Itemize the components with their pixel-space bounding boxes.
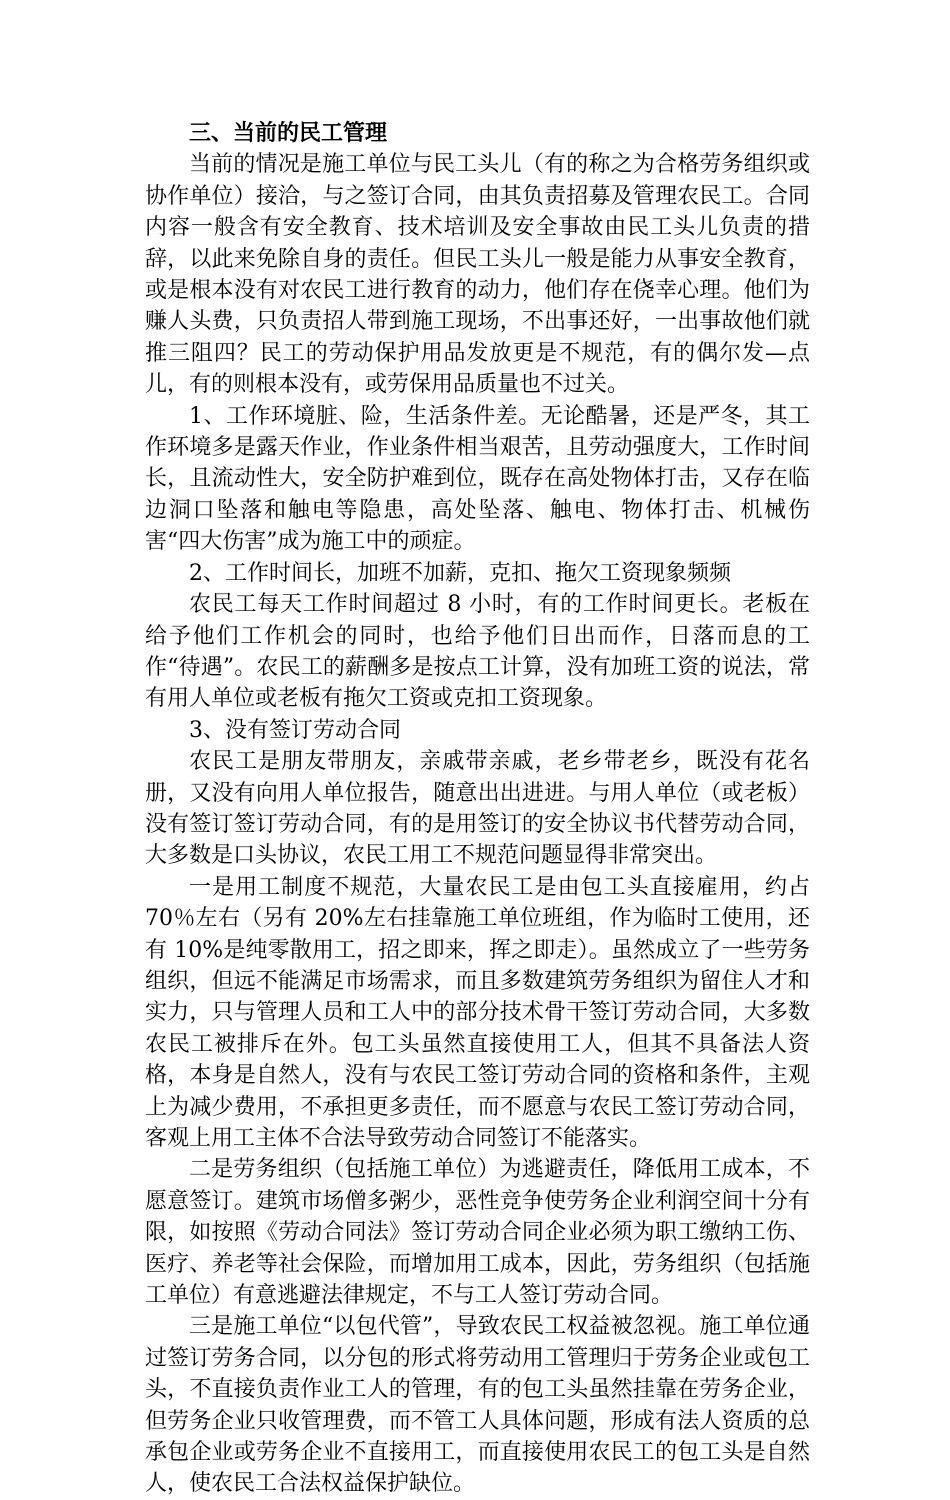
- paragraph-point-three: 三是施工单位“以包代管”，导致农民工权益被忽视。施工单位通过签订劳务合同，以分包的形式将劳动用工管理归于劳务企业或包工头，不直接负责作业工人的管理，有的包工头虽然挂靠在劳务企业，但劳务企业只收管理费，而不管工人具体问题，形成有法人资质的总承包企业或劳务企业不直接用工，而直接使用农民工的包工头是自然人，使农民工合法权益保护缺位。: [145, 1314, 810, 1497]
- paragraph-intro: 当前的情况是施工单位与民工头儿（有的称之为合格劳务组织或协作单位）接洽，与之签订合同，由其负责招募及管理农民工。合同内容一般含有安全教育、技术培训及安全事故由民工头儿负责的措辞，以此来免除自身的责任。但民工头儿一般是能力从事安全教育，或是根本没有对农民工进行教育的动力，他们存在侥幸心理。他们为赚人头费，只负责招人带到施工现场，不出事还好，一出事故他们就推三阻四？民工的劳动保护用品发放更是不规范，有的偶尔发—点儿，有的则根本没有，或劳保用品质量也不过关。: [145, 152, 810, 398]
- subheading-work-hours: 2、工作时间长，加班不加薪，克扣、拖欠工资现象频频: [189, 560, 731, 586]
- document-page: [145, 118, 810, 1500]
- section-heading: 三、当前的民工管理: [189, 120, 388, 146]
- paragraph-work-environment: 1、工作环境脏、险，生活条件差。无论酷暑，还是严冬，其工作环境多是露天作业，作业条件相当艰苦，且劳动强度大，工作时间长，且流动性大，安全防护难到位，既存在高处物体打击，又存在临边洞口坠落和触电等隐患，高处坠落、触电、物体打击、机械伤害“四大伤害”成为施工中的顽症。: [145, 403, 810, 555]
- paragraph-point-one: 一是用工制度不规范，大量农民工是由包工头直接雇用，约占 70％左右（另有 20%左右挂靠施工单位班组，作为临时工使用，还有 10%是纯零散用工，招之即来，挥之即走）。虽然成立了一些劳务组织，但远不能满足市场需求，而且多数建筑劳务组织为留住人才和实力，只与管理人员和工人中的部分技术骨干签订劳动合同，大多数农民工被排斥在外。包工头虽然直接使用工人，但其不具备法人资格，本身是自然人，没有与农民工签订劳动合同的资格和条件，主观上为减少费用，不承担更多责任，而不愿意与农民工签订劳动合同，客观上用工主体不合法导致劳动合同签订不能落实。: [145, 874, 810, 1151]
- paragraph-no-contract: 农民工是朋友带朋友，亲戚带亲戚，老乡带老乡，既没有花名册，又没有向用人单位报告，随意出出进进。与用人单位（或老板）没有签订签订劳动合同，有的是用签订的安全协议书代替劳动合同，大多数是口头协议，农民工用工不规范问题显得非常突出。: [145, 749, 810, 869]
- subheading-no-contract: 3、没有签订劳动合同: [189, 717, 401, 743]
- paragraph-point-two: 二是劳务组织（包括施工单位）为逃避责任，降低用工成本，不愿意签订。建筑市场僧多粥少，恶性竞争使劳务企业利润空间十分有限，如按照《劳动合同法》签订劳动合同企业必须为职工缴纳工伤、医疗、养老等社会保险，而增加用工成本，因此，劳务组织（包括施工单位）有意逃避法律规定，不与工人签订劳动合同。: [145, 1157, 810, 1309]
- paragraph-work-hours: 农民工每天工作时间超过 8 小时，有的工作时间更长。老板在给予他们工作机会的同时，也给予他们日出而作，日落而息的工作“待遇”。农民工的薪酬多是按点工计算，没有加班工资的说法，常有用人单位或老板有拖欠工资或克扣工资现象。: [145, 592, 810, 712]
